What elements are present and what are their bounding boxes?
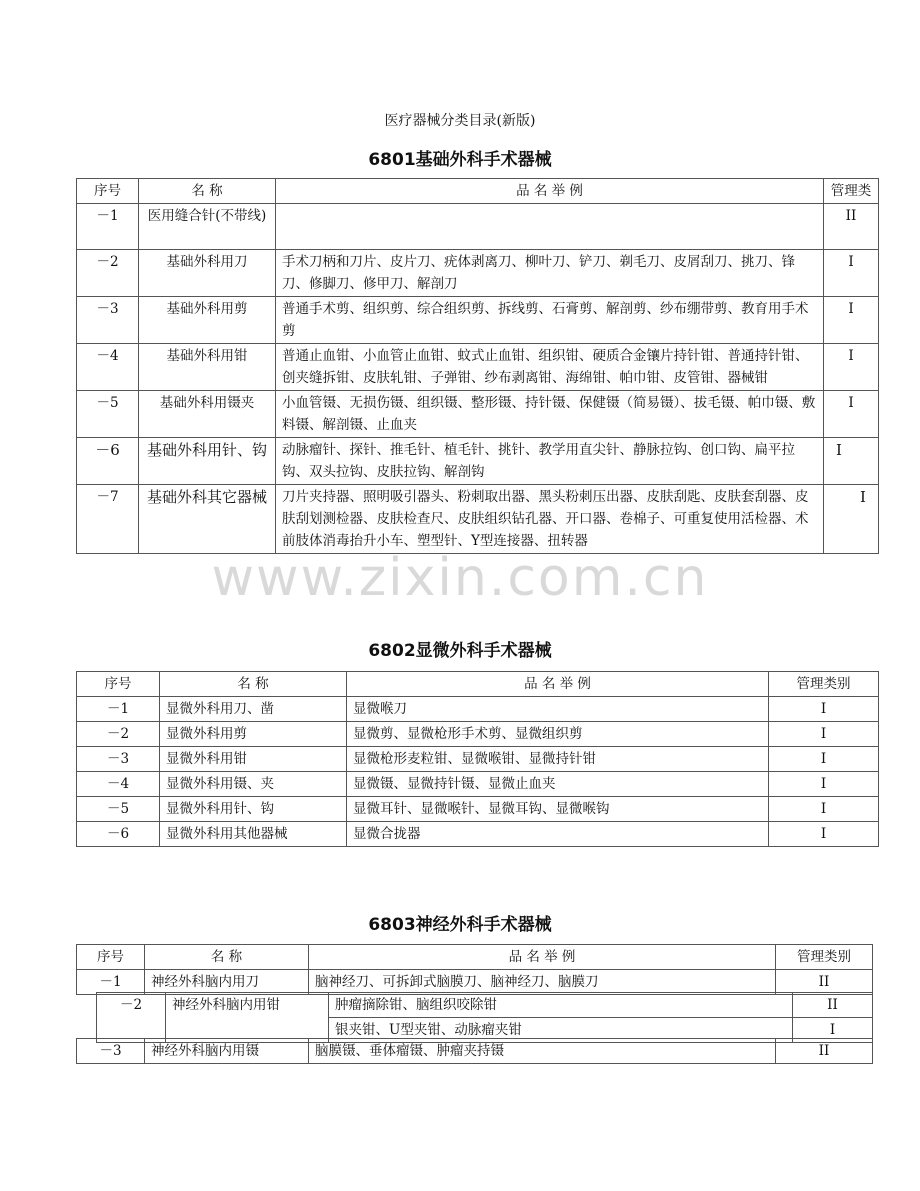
row-name: 显微外科用镊、夹: [160, 772, 347, 797]
row-class: I: [824, 250, 879, 297]
header-examples: 品 名 举 例: [309, 945, 776, 970]
row-class: I: [824, 391, 879, 438]
row-name: 显微外科用剪: [160, 722, 347, 747]
row-name: 神经外科脑内用刀: [145, 970, 309, 995]
row-examples: 手术刀柄和刀片、皮片刀、疣体剥离刀、柳叶刀、铲刀、剃毛刀、皮屑刮刀、挑刀、锋刀、修脚刀、修甲刀、解剖刀: [276, 250, 824, 297]
table-6802: [76, 671, 879, 847]
document-title: 医疗器械分类目录(新版): [384, 113, 536, 129]
row-examples: 脑膜镊、垂体瘤镊、肿瘤夹持镊: [309, 1039, 776, 1064]
row-no: －4: [77, 344, 139, 391]
row-class: I: [793, 1018, 873, 1043]
row-class: I: [824, 485, 879, 554]
row-examples: 普通止血钳、小血管止血钳、蚊式止血钳、组织钳、硬质合金镶片持针钳、普通持针钳、创夹缝拆钳、皮肤轧钳、子弹钳、纱布剥离钳、海绵钳、帕巾钳、皮管钳、器械钳: [276, 344, 824, 391]
section-title-6801: 6801基础外科手术器械: [368, 150, 552, 170]
row-class: I: [769, 772, 879, 797]
row-name: 显微外科用钳: [160, 747, 347, 772]
row-name: 基础外科其它器械: [139, 485, 276, 554]
section-title-6803: 6803神经外科手术器械: [368, 915, 552, 935]
row-class: I: [769, 722, 879, 747]
table-row: [77, 772, 879, 797]
row-examples: 显微耳针、显微喉针、显微耳钩、显微喉钩: [347, 797, 769, 822]
header-no: 序号: [77, 672, 160, 697]
row-no: －1: [77, 970, 145, 995]
row-examples: 显微合拢器: [347, 822, 769, 847]
table-row: [77, 797, 879, 822]
row-name: 神经外科脑内用钳: [166, 993, 329, 1043]
table-row: [77, 697, 879, 722]
row-class: I: [769, 697, 879, 722]
row-examples: 肿瘤摘除钳、脑组织咬除钳: [329, 993, 793, 1018]
row-no: －6: [77, 438, 139, 485]
row-no: －5: [77, 391, 139, 438]
header-class: 管理类别: [769, 672, 879, 697]
header-name: 名 称: [145, 945, 309, 970]
header-no: 序号: [77, 179, 139, 204]
table-row: [77, 485, 879, 554]
row-name: 基础外科用刀: [139, 250, 276, 297]
header-no: 序号: [77, 945, 145, 970]
table-header-row: [77, 945, 873, 970]
header-name: 名 称: [160, 672, 347, 697]
row-class: II: [793, 993, 873, 1018]
section-title-6802: 6802显微外科手术器械: [368, 641, 552, 661]
row-examples: 动脉瘤针、探针、推毛针、植毛针、挑针、教学用直尖针、静脉拉钩、创口钩、扁平拉钩、双头拉钩、皮肤拉钩、解剖钩: [276, 438, 824, 485]
row-examples: 普通手术剪、组织剪、综合组织剪、拆线剪、石膏剪、解剖剪、纱布绷带剪、教育用手术剪: [276, 297, 824, 344]
row-name: 基础外科用剪: [139, 297, 276, 344]
table-row: [77, 438, 879, 485]
table-row: [97, 993, 873, 1018]
row-class: II: [776, 970, 873, 995]
row-examples: 显微剪、显微枪形手术剪、显微组织剪: [347, 722, 769, 747]
row-no: －7: [77, 485, 139, 554]
row-examples: 小血管镊、无损伤镊、组织镊、整形镊、持针镊、保健镊（简易镊）、拔毛镊、帕巾镊、敷料镊、解剖镊、止血夹: [276, 391, 824, 438]
row-no: －3: [77, 747, 160, 772]
row-examples: 显微枪形麦粒钳、显微喉钳、显微持针钳: [347, 747, 769, 772]
row-no: －3: [77, 1039, 145, 1064]
row-name: 基础外科用针、钩: [139, 438, 276, 485]
row-name: 显微外科用刀、凿: [160, 697, 347, 722]
header-class: 管理类: [824, 179, 879, 204]
table-row: [77, 204, 879, 250]
row-no: －5: [77, 797, 160, 822]
row-no: －2: [77, 722, 160, 747]
table-row: [77, 822, 879, 847]
table-header-row: [77, 179, 879, 204]
row-no: －1: [77, 204, 139, 250]
header-name: 名 称: [139, 179, 276, 204]
row-class: I: [769, 747, 879, 772]
row-name: 基础外科用镊夹: [139, 391, 276, 438]
row-name: 显微外科用其他器械: [160, 822, 347, 847]
row-no: －2: [97, 993, 166, 1043]
row-name: 神经外科脑内用镊: [145, 1039, 309, 1064]
table-row: [77, 970, 873, 995]
table-row: [77, 747, 879, 772]
table-row: [77, 391, 879, 438]
row-no: －1: [77, 697, 160, 722]
row-class: II: [824, 204, 879, 250]
row-no: －6: [77, 822, 160, 847]
header-examples: 品 名 举 例: [276, 179, 824, 204]
table-row: [77, 722, 879, 747]
row-examples: 刀片夹持器、照明吸引器头、粉刺取出器、黑头粉刺压出器、皮肤刮匙、皮肤套刮器、皮肤刮划测检器、皮肤检查尺、皮肤组织钻孔器、开口器、卷棉子、可重复使用活检器、术前肢体消毒抬升小车、塑型针、Y型连接器、扭转器: [276, 485, 824, 554]
table-6803-nested: [96, 992, 873, 1043]
row-class: I: [769, 797, 879, 822]
row-examples: 脑神经刀、可拆卸式脑膜刀、脑神经刀、脑膜刀: [309, 970, 776, 995]
row-class: I: [824, 438, 879, 485]
row-examples: 显微镊、显微持针镊、显微止血夹: [347, 772, 769, 797]
row-name: 显微外科用针、钩: [160, 797, 347, 822]
table-row: [77, 250, 879, 297]
row-name: 医用缝合针(不带线): [139, 204, 276, 250]
row-class: I: [824, 344, 879, 391]
table-6803-tail: [76, 1038, 873, 1064]
header-class: 管理类别: [776, 945, 873, 970]
row-examples: [276, 204, 824, 250]
row-class: II: [776, 1039, 873, 1064]
row-examples: 显微喉刀: [347, 697, 769, 722]
row-no: －2: [77, 250, 139, 297]
header-examples: 品 名 举 例: [347, 672, 769, 697]
table-row: [77, 1039, 873, 1064]
table-row: [77, 344, 879, 391]
row-examples: 银夹钳、U型夹钳、动脉瘤夹钳: [329, 1018, 793, 1043]
watermark: www.zixin.com.cn: [211, 548, 709, 608]
table-6803-head: [76, 944, 873, 995]
row-name: 基础外科用钳: [139, 344, 276, 391]
row-no: －3: [77, 297, 139, 344]
row-class: I: [824, 297, 879, 344]
table-header-row: [77, 672, 879, 697]
table-row: [77, 297, 879, 344]
table-6801: [76, 178, 879, 554]
row-no: －4: [77, 772, 160, 797]
row-class: I: [769, 822, 879, 847]
